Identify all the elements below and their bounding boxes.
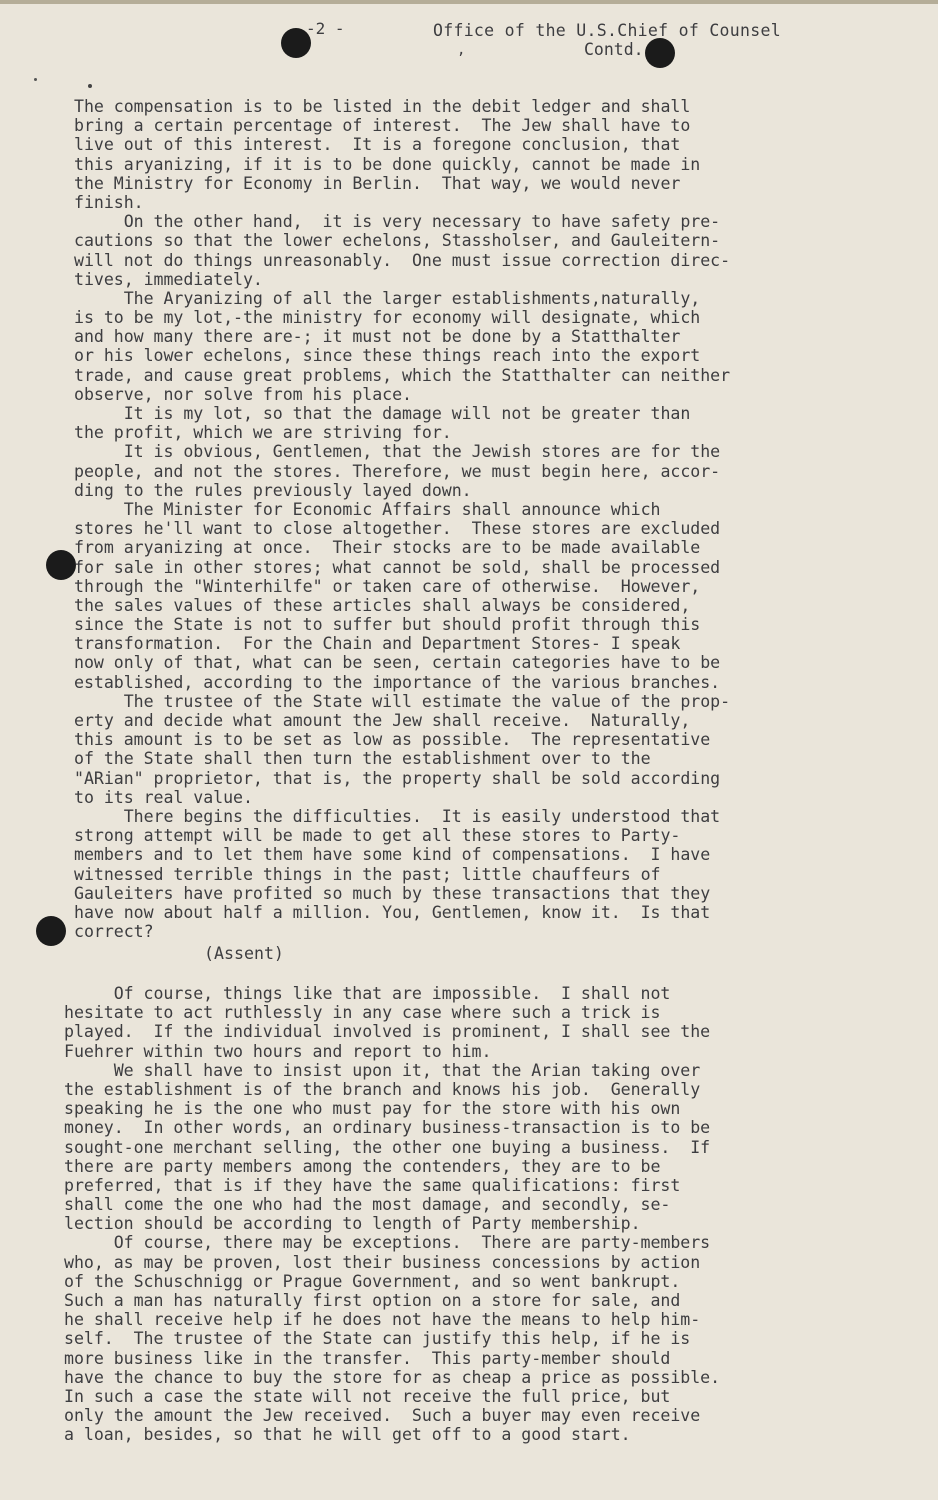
text-line: We shall have to insist upon it, that the Arian taking over xyxy=(64,1060,701,1080)
text-line: now only of that, what can be seen, certain categories have to be xyxy=(74,653,721,673)
page-number: -2 - xyxy=(306,19,345,38)
text-line: It is obvious, Gentlemen, that the Jewish stores are for the xyxy=(74,442,721,462)
text-line: since the State is not to suffer but should profit through this xyxy=(74,615,701,635)
text-line: Fuehrer within two hours and report to him. xyxy=(64,1041,492,1061)
text-line: It is my lot, so that the damage will not be greater than xyxy=(74,404,691,423)
typed-text-block xyxy=(74,97,844,941)
text-line: observe, nor solve from his place. xyxy=(74,384,412,404)
text-line: this amount is to be set as low as possible. The representative xyxy=(74,730,711,750)
stray-mark: , xyxy=(457,42,466,58)
text-line: through the "Winterhilfe" or taken care of otherwise. However, xyxy=(74,576,701,596)
text-line: established, according to the importance of the various branches. xyxy=(74,672,721,692)
punch-hole xyxy=(645,38,675,68)
text-line: of the State shall then turn the establishment over to the xyxy=(74,749,651,769)
text-line: members and to let them have some kind of compensations. I have xyxy=(74,845,711,865)
text-line: witnessed terrible things in the past; little chauffeurs of xyxy=(74,864,661,884)
punch-hole xyxy=(36,916,66,946)
text-line: there are party members among the contenders, they are to be xyxy=(64,1156,661,1176)
text-line: more business like in the transfer. This party-member should xyxy=(64,1348,671,1368)
text-line: the profit, which we are striving for. xyxy=(74,423,452,443)
page-top-edge xyxy=(0,0,938,4)
text-line: to its real value. xyxy=(74,787,253,807)
text-line: strong attempt will be made to get all these stores to Party- xyxy=(74,826,681,846)
text-line: the sales values of these articles shall always be considered, xyxy=(74,595,691,615)
text-line: self. The trustee of the State can justify this help, if he is xyxy=(64,1329,691,1349)
text-line: There begins the difficulties. It is easily understood that xyxy=(74,806,721,826)
continued-label: Contd. xyxy=(584,40,644,59)
text-line: On the other hand, it is very necessary to have safety pre- xyxy=(74,212,721,232)
text-line: correct? xyxy=(74,922,154,942)
text-line: tives, immediately. xyxy=(74,269,263,289)
text-line: Gauleiters have profited so much by these transactions that they xyxy=(74,883,711,903)
text-line: erty and decide what amount the Jew shall receive. Naturally, xyxy=(74,711,691,730)
text-line: only the amount the Jew received. Such a buyer may even receive xyxy=(64,1406,701,1426)
text-line: In such a case the state will not receive the full price, but xyxy=(64,1386,671,1406)
text-line: preferred, that is if they have the same qualifications: first xyxy=(64,1175,681,1195)
text-line: "ARian" proprietor, that is, the property shall be sold according xyxy=(74,768,721,788)
text-line: money. In other words, an ordinary business-transaction is to be xyxy=(64,1118,711,1138)
text-line: and how many there are-; it must not be done by a Statthalter xyxy=(74,327,681,347)
text-line: or his lower echelons, since these things reach into the export xyxy=(74,346,701,366)
text-line: transformation. For the Chain and Department Stores- I speak xyxy=(74,634,681,654)
text-line: a loan, besides, so that he will get off to a good start. xyxy=(64,1425,631,1445)
text-line: of the Schuschnigg or Prague Government, and so went bankrupt. xyxy=(64,1271,681,1291)
text-line: Of course, there may be exceptions. There are party-members xyxy=(64,1233,711,1253)
assent-note: (Assent) xyxy=(204,944,284,963)
text-line: The Minister for Economic Affairs shall announce which xyxy=(74,499,661,519)
text-line: have the chance to buy the store for as cheap a price as possible. xyxy=(64,1367,721,1387)
text-line: live out of this interest. It is a foregone conclusion, that xyxy=(74,135,681,155)
text-line: The compensation is to be listed in the debit ledger and shall xyxy=(74,97,691,116)
text-line: the establishment is of the branch and knows his job. Generally xyxy=(64,1079,701,1099)
text-line: sought-one merchant selling, the other one buying a business. If xyxy=(64,1137,711,1157)
text-line: from aryanizing at once. Their stocks are to be made available xyxy=(74,538,701,558)
text-line: ding to the rules previously layed down. xyxy=(74,480,472,500)
text-line: have now about half a million. You, Gentlemen, know it. Is that xyxy=(74,902,711,922)
text-line: the Ministry for Economy in Berlin. That way, we would never xyxy=(74,173,681,193)
text-line: The trustee of the State will estimate the value of the prop- xyxy=(74,691,731,711)
text-line: for sale in other stores; what cannot be sold, shall be processed xyxy=(74,557,721,577)
text-line: he shall receive help if he does not have the means to help him- xyxy=(64,1310,701,1330)
ink-speck xyxy=(88,84,92,88)
text-line: speaking he is the one who must pay for the store with his own xyxy=(64,1099,681,1119)
text-line: will not do things unreasonably. One must issue correction direc- xyxy=(74,250,731,270)
text-line: who, as may be proven, lost their business concessions by action xyxy=(64,1252,701,1272)
text-line: played. If the individual involved is prominent, I shall see the xyxy=(64,1022,711,1042)
office-heading: Office of the U.S.Chief of Counsel xyxy=(433,21,781,40)
text-line: stores he'll want to close altogether. These stores are excluded xyxy=(74,519,721,539)
text-line: finish. xyxy=(74,192,144,212)
punch-hole xyxy=(46,550,76,580)
text-line: people, and not the stores. Therefore, we must begin here, accor- xyxy=(74,461,721,481)
typed-text-block xyxy=(64,984,844,1445)
text-line: bring a certain percentage of interest. The Jew shall have to xyxy=(74,116,691,136)
text-line: trade, and cause great problems, which the Statthalter can neither xyxy=(74,365,731,385)
text-line: this aryanizing, if it is to be done quickly, cannot be made in xyxy=(74,154,701,174)
text-line: Of course, things like that are impossible. I shall not xyxy=(64,984,671,1003)
text-line: is to be my lot,-the ministry for economy will designate, which xyxy=(74,308,701,328)
text-line: cautions so that the lower echelons, Stassholser, and Gauleitern- xyxy=(74,231,721,251)
ink-speck xyxy=(34,78,37,81)
text-line: shall come the one who had the most damage, and secondly, se- xyxy=(64,1195,671,1215)
text-line: The Aryanizing of all the larger establishments,naturally, xyxy=(74,288,701,308)
text-line: Such a man has naturally first option on a store for sale, and xyxy=(64,1291,681,1310)
text-line: lection should be according to length of Party membership. xyxy=(64,1214,641,1234)
text-line: hesitate to act ruthlessly in any case where such a trick is xyxy=(64,1003,661,1023)
